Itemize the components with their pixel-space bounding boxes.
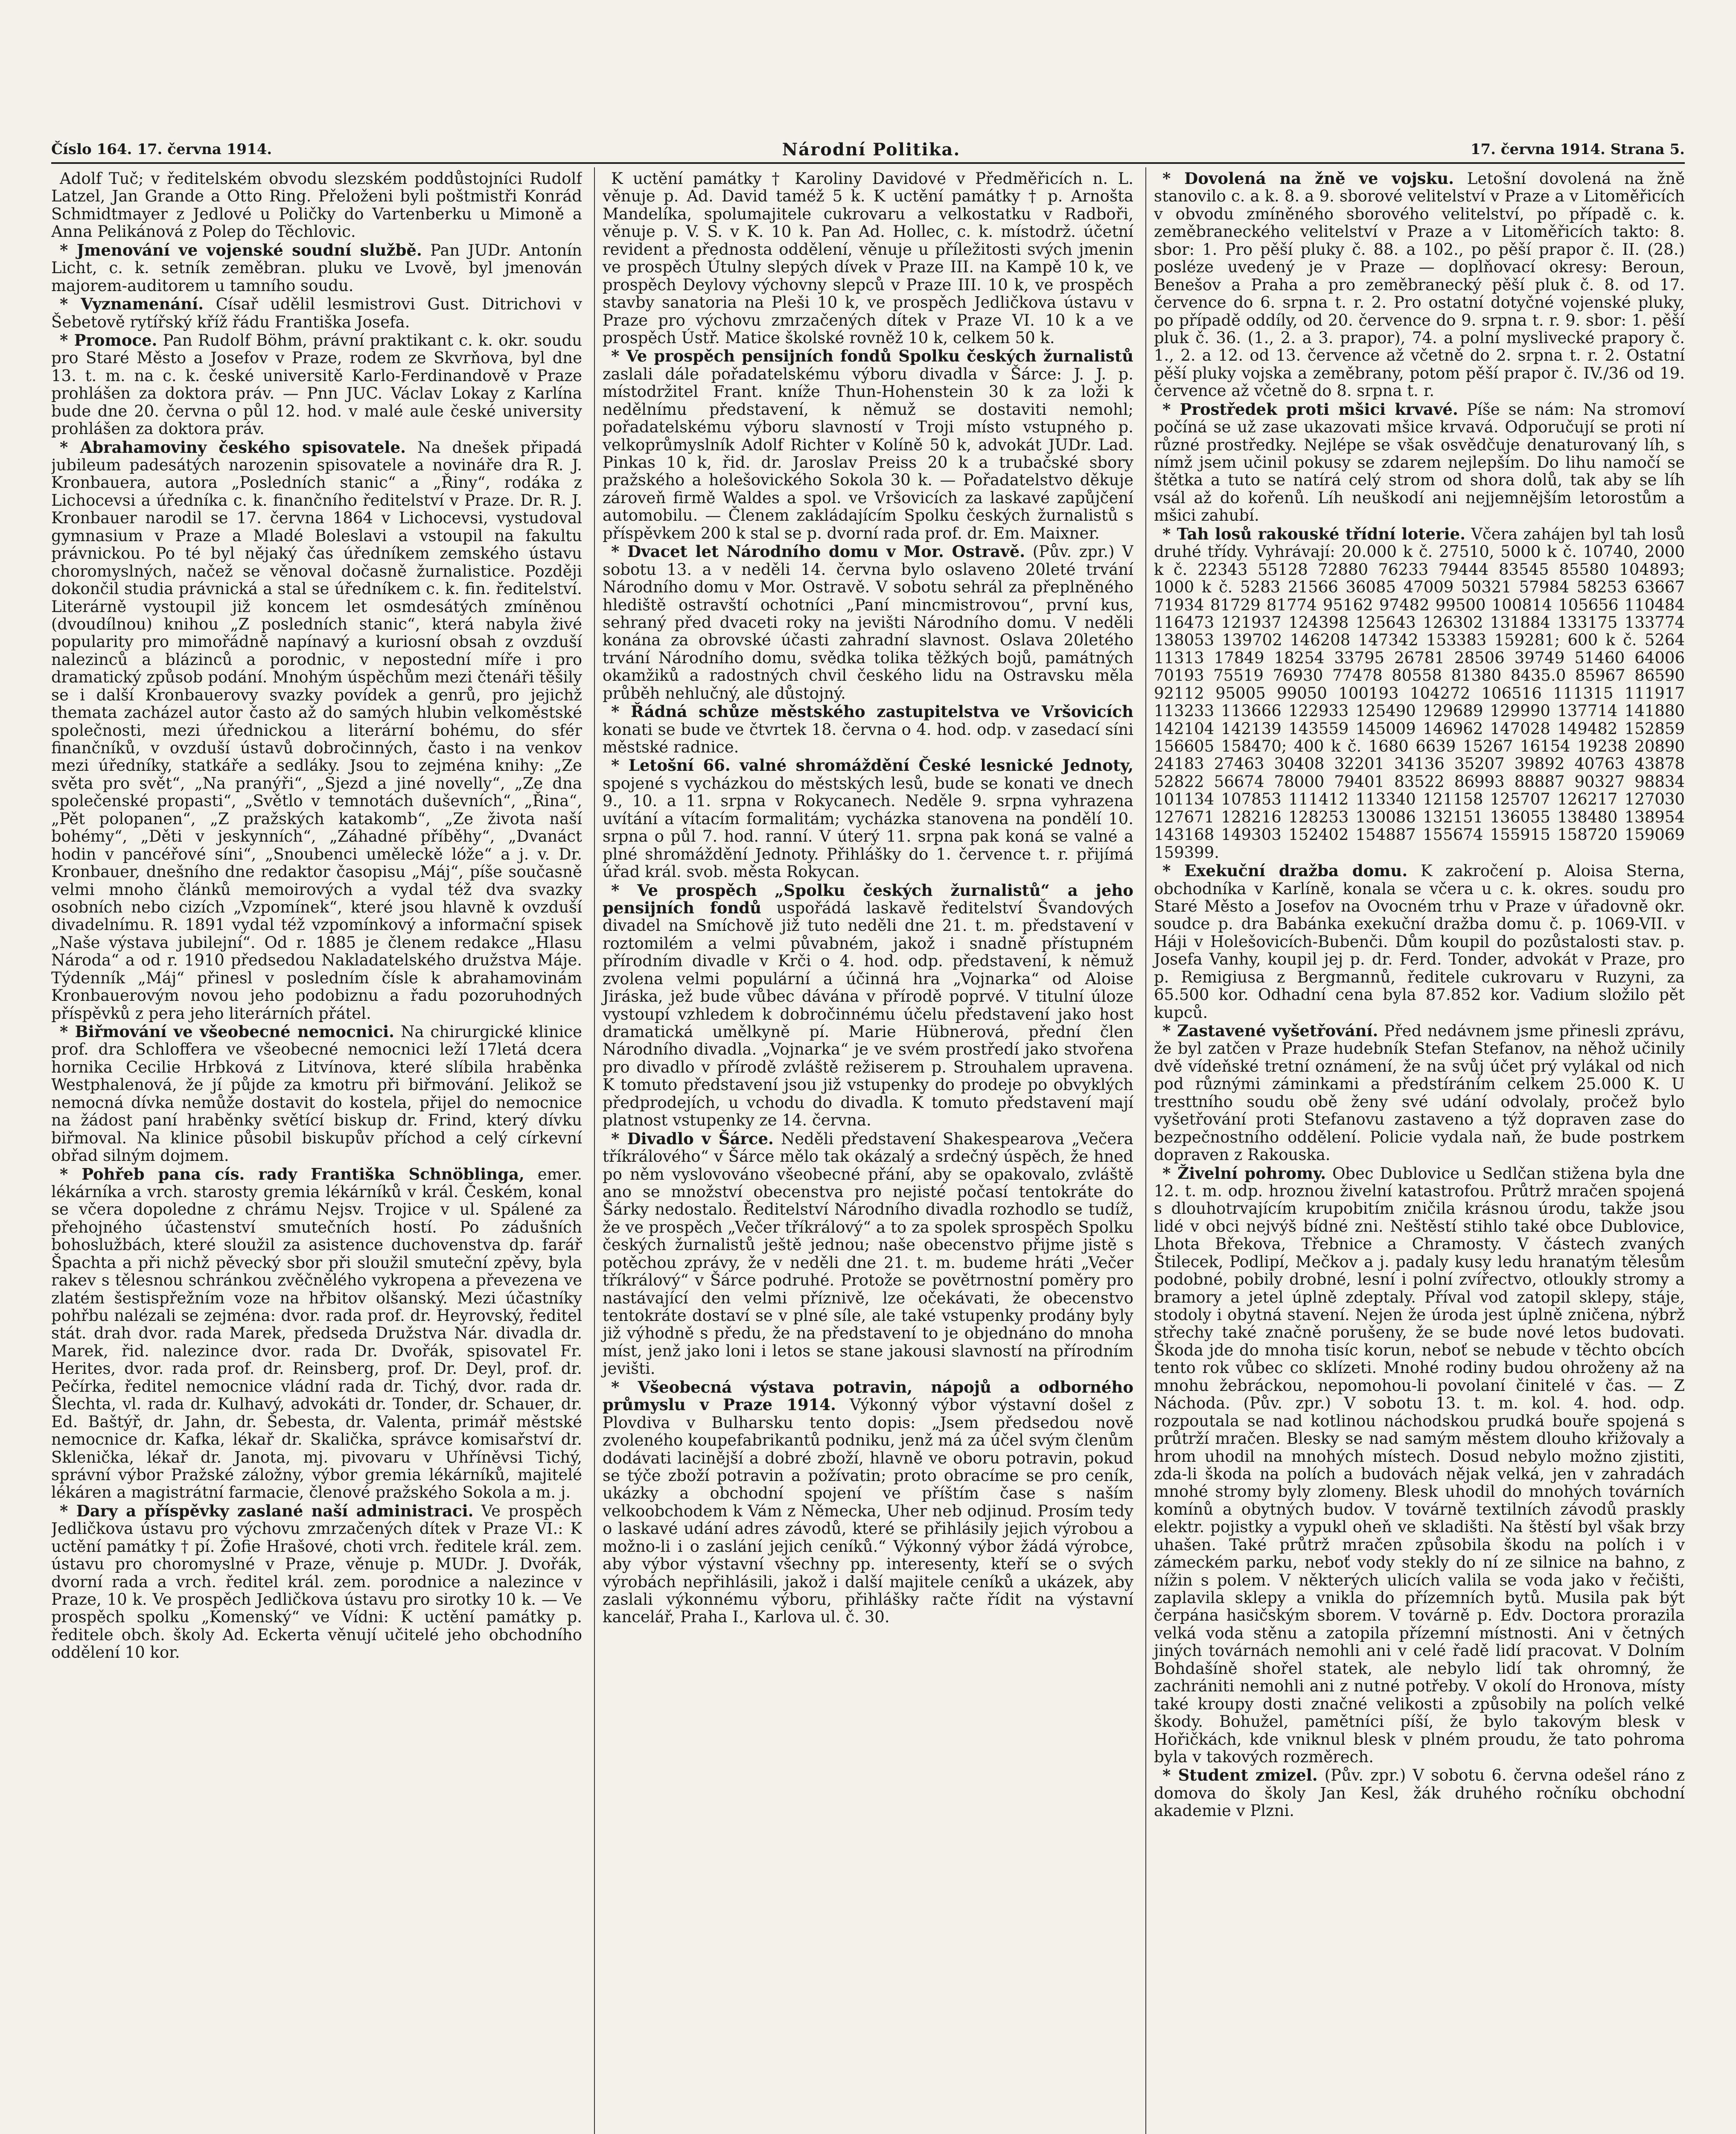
article-heading: * Promoce. xyxy=(60,330,157,350)
article-heading: * Všeobecná výstava potravin, nápojů a odborného průmyslu v Praze 1914. xyxy=(603,1377,1133,1414)
article-text: uspořádá laskavě ředitelství Švandových divadel na Smíchově již tuto neděli dne 21. t. m. představení v roztomilém a velmi půvabném, jakož i snadně přístupném přírodním divadle v Krči o 4. hod. odp. představení, k němuž zvolena velmi populární a účinná hra „Vojnarka“ od Aloise Jiráska, jež bude vůbec dávána v přírodě poprvé. V titulní úloze vystoupí vzhledem k dobročinnému účelu představení jako host dramatická umělkyně pí. Marie Hübnerová, přední člen Národního divadla. „Vojnarka“ je ve svém prostředí jako stvořena pro divadlo v přírodě zvláště režiserem p. Strouhalem upravena. K tomuto představení jsou již vstupenky do prodeje po obvyklých předprodejích, u vchodu do divadla. K tomuto představení mají platnost vstupenky ze 14. června. xyxy=(603,898,1133,1130)
column-2 xyxy=(594,167,1133,2134)
article-text: Výkonný výbor výstavní došel z Plovdiva v Bulharsku tento dopis: „Jsem předsedou nově zvoleného koupefabrikantů podniku, jenž má za účel svým členům dodávati lacinější a dobré zboží, hlavně ve oboru potravin, pokud se týče zboží potravin a požívatin; proto obracíme se pro ceník, ukázky a obchodní spojení ve příštím čase s naším velkoobchodem k Vám z Německa, Uher neb odjinud. Prosím tedy o laskavé udání adres závodů, které se přihlásily jejich výrobou a možno-li i o zaslání jejich ceníků.“ Výkonný výbor žádá výrobce, aby výbor výstavní všechny pp. interesenty, kteří se o svých výrobách nepřihlásili, jakož i další majitele ceníků a ukázek, aby zaslali výkonnému výboru, přihlášky račte řídit na výstavní kancelář, Praha I., Karlova ul. č. 30. xyxy=(603,1396,1133,1627)
article-text: spojené s vycházkou do městských lesů, bude se konati ve dnech 9., 10. a 11. srpna v Rokycanech. Neděle 9. srpna vyhrazena uvítání a vítacím formalitám; vycházka stanovena na pondělí 10. srpna o půl 7. hod. ranní. V úterý 11. srpna pak koná se valné a plné shromáždění Jednoty. Přihlášky do 1. července t. r. přijímá úřad král. svob. města Rokycan. xyxy=(603,774,1133,881)
article-heading: * Ve prospěch „Spolku českých žurnalistů“ a jeho pensijních fondů xyxy=(603,880,1133,917)
article-heading: * Pohřeb pana cís. rady Františka Schnöblinga, xyxy=(60,1164,524,1184)
article-paragraph xyxy=(1154,525,1685,861)
article-text: Na chirurgické klinice prof. dra Schloffera ve všeobecné nemocnici leží 17letá dcera hornika Cecilie Hrbková z Litvínova, které slíbila hraběnka Westphalenová, že jí půjde za kmotru při biřmování. Jelikož se nemocná dívka nemůže dostavit do kostela, přijel do nemocnice na žádost paní hraběnky světící biskup dr. Frind, který dívku biřmoval. Na klinice působil biskupův příchod a celý církevní obřad silným dojmem. xyxy=(51,1023,582,1165)
article-text: konati se bude ve čtvrtek 18. června o 4. hod. odp. v zasedací síni městské radnice. xyxy=(603,720,1133,756)
article-heading: * Dvacet let Národního domu v Mor. Ostravě. xyxy=(611,542,1025,561)
article-paragraph xyxy=(1154,862,1685,1021)
article-heading: * Letošní 66. valné shromáždění České lesnické Jednoty, xyxy=(611,756,1133,775)
article-text: Včera zahájen byl tah losů druhé třídy. Vyhrávají: 20.000 k č. 27510, 5000 k č. 10740, 2000 k č. 22343 55128 72880 76233 79444 83545 85580 104893; 1000 k č. 5283 21566 36085 47009 50321 57984 58253 63667 71934 81729 81774 95162 97482 99500 100814 105656 110484 116473 121937 124398 125643 126302 131884 133175 133774 138053 139702 146208 147342 153383 159281; 600 k č. 5264 11313 17849 18254 33795 26781 28506 39749 51460 64006 70193 75519 76930 77478 80558 81380 8435.0 85967 86590 92112 95005 99050 100193 104272 106516 111315 111917 113233 113666 122933 125490 129689 129990 137714 141880 142104 142139 143559 145009 146962 147028 149482 152859 156605 158470; 400 k č. 1680 6639 15267 16154 19238 20890 24183 27463 30408 32201 34136 35207 39892 40763 43878 52822 56674 78000 79401 83522 86993 88887 90327 98834 101134 107853 111412 113340 121158 125707 126217 127030 127671 128216 128253 130086 132151 136055 138480 138954 143168 149303 152402 154887 155674 155915 158720 159069 159399. xyxy=(1154,525,1685,862)
article-text: Ve prospěch Jedličkova ústavu pro výchovu zmrzačených dítek v Praze VI.: K uctění památky † pí. Žofie Hrašové, choti vrch. ředitele král. zem. ústavu pro choromyslné v Praze, věnuje p. MUDr. J. Dvořák, dvorní rada a vrch. ředitel král. zem. porodnice a nalezince v Praze, 10 k. Ve prospěch Jedličkova ústavu pro sirotky 10 k. — Ve prospěch spolku „Komenský“ ve Vídni: K uctění památky p. ředitele obch. školy Ad. Eckerta věnují učitelé jeho obchodního oddělení 10 kor. xyxy=(51,1501,582,1662)
article-text: K uctění památky † Karoliny Davidové v Předměřicích n. L. věnuje p. Ad. David taméž 5 k. K uctění památky † p. Arnošta Mandelíka, spolumajitele cukrovaru a velkostatku v Radboři, věnuje p. V. S. v K. 10 k. Pan Ad. Hollec, c. k. místodrž. účetní revident a přednosta oddělení, věnuje u příležitosti svých jmenin ve prospěch Útulny slepých dívek v Praze III. na Kampě 10 k, ve prospěch Deylovy výchovny slepců v Praze III. 10 k, ve prospěch stavby sanatoria na Pleši 10 k, ve prospěch Jedličkova ústavu v Praze pro výchovu zmrzačených dítek v Praze VI. 10 k a ve prospěch Ústř. Matice školské rovněž 10 k, celkem 50 k. xyxy=(603,169,1133,347)
article-heading: * Jmenování ve vojenské soudní službě. xyxy=(60,240,422,259)
column-3 xyxy=(1145,167,1685,2134)
date-page-info: 17. června 1914. Strana 5. xyxy=(1470,141,1685,158)
article-text: Na dnešek připadá jubileum padesátých narozenin spisovatele a novináře dra R. J. Kronbauera, autora „Posledních stanic“ a „Řiny“, rodáka z Lichocevsi a úředníka c. k. finančního ředitelství v Praze. Dr. R. J. Kronbauer narodil se 17. června 1864 v Lichocevsi, vystudoval gymnasium v Praze a Mladé Boleslavi a vstoupil na fakultu právnickou. Po té byl nějaký čas úředníkem zemského ústavu choromyslných, načež se věnoval dočasně žurnalistice. Později dokončil studia právnická a stal se úředníkem c. k. fin. ředitelství. Literárně vystoupil již koncem let osmdesátých zmíněnou (dvoudílnou) knihou „Z posledních stanic“, která nabyla živé popularity pro mimořádně napínavý a kuriosní obsah z ovzduší nalezinců a blázinců a porodnic, v nepostední míře i pro dramatický způsob podání. Mnohým úspěchům mezi čtenáři těšily se i další Kronbauerovy svazky povídek a genrů, pro jejichž themata zacházel autor často až do samých hlubin velkoměstské společnosti, mezi úřednickou a literární bohému, do sfér finančníků, v ovzduší ústavů dobročinných, často i na venkov mezi úředníky, statkáře a sedláky. Jsou to zejména knihy: „Ze světa pro svět“, „Na pranýři“, „Sjezd a jiné novelly“, „Ze dna společenské propasti“, „Světlo v temnotách duševních“, „Řina“, „Pět polopanen“, „Z pražských katakomb“, „Ze života naší bohémy“, „Děti v jeskynních“, „Záhadné příběhy“, „Dvanáct hodin v pancéřové síni“, „Snoubenci uměleckě lóže“ a j. v. Dr. Kronbauer, dnešního dne redaktor časopisu „Máj“, píše současně velmi mnoho článků memoirových a vydal též dva svazky osobních nebo cizích „Vzpomínek“, které jsou hlavně k ovzduší divadelnímu. R. 1891 vydal též vzpomínkový a informační spisek „Naše výstava jubilejní“. Od r. 1885 je členem redakce „Hlasu Národa“ a od r. 1910 předsedou Nakladatelského družstva Máje. Týdenník „Máj“ přinesl v posledním čísle k abrahamovinám Kronbauerovým novou jeho podobiznu a řadu pozoruhodných příspěvků z pera jeho literárních přátel. xyxy=(51,438,582,1023)
article-heading: * Abrahamoviny českého spisovatele. xyxy=(60,437,406,457)
article-heading: * Dary a příspěvky zaslané naší administraci. xyxy=(60,1501,474,1520)
article-paragraph xyxy=(51,295,582,331)
article-paragraph xyxy=(51,332,582,438)
article-text: Obec Dublovice u Sedlčan stižena byla dne 12. t. m. odp. hroznou živelní katastrofou. Průtrž mračen spojená s dlouhotrvajícím krupobitím zničila krásnou úrodu, takže jsou lidé v obci nejvýš bídné zni. Neštěstí stihlo také obce Dublovice, Lhota Břekova, Třebnice a Chramosty. V částech zvaných Štilecek, Podlipí, Mečkov a j. padaly kusy ledu hranatým tělesům podobné, pobily drobné, lesní i polní zvířectvo, otloukly stromy a bramory a jetel úplně zdeptaly. Příval vod zatopil sklepy, stáje, stodoly i obytná stavení. Nejen že úroda jest úplně zničena, nýbrž střechy také značně porušeny, že se bude nové letos budovati. Škoda jde do mnoha tisíc korun, neboť se nebude v těchto obcích tento rok vůbec co sklízeti. Mnohé rodiny budou ohroženy až na mnohu žebráckou, nepomohou-li povolaní činitelé v čas. — Z Náchoda. (Pův. zpr.) V sobotu 13. t. m. kol. 4. hod. odp. rozpoutala se nad kotlinou náchodskou prudká bouře spojená s průtrží mračen. Blesky se nad samým městem dlouho křižovaly a hrom uhodil na mnohých místech. Dosud nebylo možno zjistiti, zda-li škoda na polích a budovách nějak velká, jen v zahradách mnohé stromy byly zlomeny. Blesk uhodil do mnohých továrních komínů a obytných budov. V továrně textilních závodů praskly elektr. pojistky a vypukl oheň ve skladišti. Na štěstí byl však brzy uhašen. Také průtrž mračen způsobila škodu na polích i v zámeckém parku, neboť vody stekly do ní ze silnice na bahno, z nížin s polem. V některých ulicích valila se voda jako v řečišti, zaplavila sklepy a vnikla do přízemních bytů. Musila pak být čerpána hasičským sborem. V továrně p. Edv. Doctora prorazila velká voda stěnu a zatopila přízemní místnosti. Ani v četných jiných továrnách nemohli ani v celé řadě lidí pracovat. V Dolním Bohdašíně shořel statek, ale nebylo lidí tak ohromný, že zachrániti nemohli ani z nutné potřeby. V okolí do Hronova, místy také kroupy dosti značné velikosti a způsobily na polích velké škody. Bohužel, pamětníci píší, že bylo takovým blesk v Hořičkách, kde vniknul blesk v plném proudu, že tato pohroma byla v takových rozměrech. xyxy=(1154,1164,1685,1766)
newspaper-title: Národní Politika. xyxy=(782,139,961,160)
article-heading: * Biřmování ve všeobecné nemocnici. xyxy=(60,1022,395,1041)
article-heading: * Vyznamenání. xyxy=(60,294,204,314)
columns xyxy=(51,167,1685,2134)
article-text: K zakročení p. Aloisa Sterna, obchodníka v Karlíně, konala se včera u c. k. okres. soudu pro Staré Město a Josefov na Ovocném trhu v Praze v úřadovně okr. soudce p. dra Babánka exekuční dražba domu č. p. 1069-VII. v Háji v Holešovicích-Bubenči. Dům koupil do pozůstalosti stav. p. Josefa Vanhy, koupil jej p. dr. Ferd. Tonder, advokát v Praze, pro p. Remigiusa z Bergmannů, ředitele cukrovaru v Ruzyni, za 65.500 kor. Odhadní cena byla 87.852 kor. Vadium složilo pět kupců. xyxy=(1154,862,1685,1022)
article-heading: * Zastavené vyšetřování. xyxy=(1162,1021,1378,1040)
article-paragraph xyxy=(603,1130,1133,1378)
article-paragraph xyxy=(51,170,582,241)
article-paragraph xyxy=(1154,1767,1685,1819)
article-heading: * Živelní pohromy. xyxy=(1162,1163,1326,1183)
article-paragraph xyxy=(51,1502,582,1662)
article-heading: * Řádná schůze městského zastupitelstva ve Vršovicích xyxy=(611,702,1133,721)
article-paragraph xyxy=(1154,170,1685,400)
column-1 xyxy=(51,167,582,2134)
article-text: Neděli představení Shakespearova „Večera tříkrálového“ v Šárce mělo tak okázalý a srdečný úspěch, že hned po něm vyslovováno všeobecné přání, aby se opakovalo, zvláště ano se množství obecenstva pro nejisté počasí tentokráte do Šárky nedostalo. Ředitelství Národního divadla rozhodlo se tudíž, že ve prospěch „Večer tříkrálový“ a to za spolek sprospěch Spolku českých žurnalistů ještě jednou; naše obecenstvo přijme jistě s potěchou zprávy, že v neděli dne 21. t. m. budeme hráti „Večer tříkrálový“ v Šárce podruhé. Protože se povětrnostní poměry pro nastávající den velmi příznivě, lze očekávati, že obecenstvo tentokráte dostaví se v plné síle, ale také vstupenky prodány byly již výhodně s předu, že na představení to je objednáno do mnoha míst, jenž jako loni i letos se stane jakousi slavností na přírodním jevišti. xyxy=(603,1129,1133,1378)
article-heading: * Tah losů rakouské třídní loterie. xyxy=(1162,524,1465,543)
article-paragraph xyxy=(603,170,1133,347)
article-heading: * Ve prospěch pensijních fondů Spolku českých žurnalistů xyxy=(611,347,1133,366)
article-text: zaslali dále pořadatelskému výboru divadla v Šárce: J. J. p. místodržitel Frant. kníže Thun-Hohenstein 30 k za loži k nedělnímu představení, k němuž se dostaviti nemohl; pořadatelskému výboru slavností v Troji místo vstupného p. velkoprůmyslník Adolf Richter v Kolíně 50 k, advokát JUDr. Lad. Pinkas 10 k, řid. dr. Jaroslav Preiss 20 k a trubačské sbory pražského a holešovického Sokola 30 k. — Pořadatelstvo děkuje zároveň firmě Waldes a spol. ve Vršovicích za laskavé zapůjčení automobilu. — Členem zakládajícím Spolku českých žurnalistů s příspěvkem 200 k stal se p. dvorní rada prof. dr. Em. Maixner. xyxy=(603,364,1133,542)
article-heading: * Exekuční dražba domu. xyxy=(1162,861,1408,880)
article-heading: * Dovolená na žně ve vojsku. xyxy=(1162,169,1454,188)
article-text: emer. lékárníka a vrch. starosty gremia lékárníků v král. Českém, konal se včera dopoledne z chrámu Nejsv. Trojice v ul. Spálené za přehojného účastenství smutečních hostí. Po zádušních bohoslužbách, které sloužil za asistence duchovenstva dp. farář Špachta a při nichž pěvecký sbor při sloužil smuteční zpěvy, byla rakev s tělesnou schránkou zvěčnělého vykropena a převezena ve zlatém šestispřežním voze na hřbitov olšanský. Mezi účastníky pohřbu nalézali se zejména: dvor. rada prof. dr. Heyrovský, ředitel stát. drah dvor. rada Marek, předseda Družstva Nár. divadla dr. Marek, řid. nalezince dvor. rada Dr. Dvořák, spisovatel Fr. Herites, dvor. rada prof. dr. Reinsberg, prof. Dr. Deyl, prof. dr. Pečírka, ředitel nemocnice vládní rada dr. Tichý, dvor. rada dr. Šlechta, vl. rada dr. Kulhavý, advokáti dr. Tonder, dr. Schauer, dr. Ed. Baštýř, dr. Jahn, dr. Šebesta, dr. Valenta, primář městské nemocnice dr. Kafka, lékař dr. Skalička, správce komisařství dr. Sklenička, lékař dr. Janota, mj. pivovaru v Uhříněvsi Tichý, správní výbor Pražské záložny, výbor gremia lékárníků, majitelé lékáren a magistrátní farmacie, členové pražského Sokola a m. j. xyxy=(51,1165,582,1502)
article-paragraph xyxy=(51,439,582,1022)
article-paragraph xyxy=(51,1023,582,1165)
article-text: Pan JUDr. Antonín Licht, c. k. setník zeměbran. pluku ve Lvově, byl jmenován majorem-auditorem u tamního soudu. xyxy=(51,241,582,295)
article-paragraph xyxy=(51,242,582,294)
article-heading: * Divadlo v Šárce. xyxy=(611,1129,774,1148)
article-heading: * Student zmizel. xyxy=(1162,1766,1318,1785)
article-text: Píše se nám: Na stromoví počíná se už zase ukazovati mšice krvavá. Odporučují se proti ní různé prostředky. Nejlépe se však osvědčuje denaturovaný líh, s nímž jsem učinil pokusy se zdarem nejlepším. Do lihu namočí se štětka a tuto se natírá celý strom od shora dolů, tak aby se líh vsál až do kořenů. Líh neuškodí ani nejjemnějším letorostům a mšici zahubí. xyxy=(1154,400,1685,525)
article-text: Adolf Tuč; v ředitelském obvodu slezském poddůstojníci Rudolf Latzel, Jan Grande a Otto Ring. Přeloženi byli poštmistři Konrád Schmidtmayer z Jedlové u Poličky do Vartenberku u Mimoně a Anna Pelikánová z Polep do Těchlovic. xyxy=(51,169,582,241)
article-text: Císař udělil lesmistrovi Gust. Ditrichovi v Šebetově rytířský kříž řádu Františka Josefa. xyxy=(51,295,582,331)
article-paragraph xyxy=(51,1166,582,1501)
article-text: Letošní dovolená na žně stanovilo c. a k. 8. a 9. sborové velitelství v Praze a v Litoměřicích v obvodu zmíněného sborového velitelství, po případě c. k. zeměbraneckého velitelství v Praze a v Litoměřicích takto: 8. sbor: 1. Pro pěší pluky č. 88. a 102., po pěší prapor č. II. (28.) posléze uvedený je v Praze — doplňovací okresy: Beroun, Benešov a Praha a pro zeměbranecký pěší pluk č. 8. od 17. července do 6. srpna t. r. 2. Pro ostatní dotyčné vojenské pluky, po případě oddíly, od 20. července do 9. srpna t. r. 9. sbor: 1. pěší pluk č. 36. (1., 2. a 3. prapor), 74. a polní myslivecké prapory č. 1., 2. a 12. od 13. července až včetně do 2. srpna t. r. 2. Ostatní pěší pluky vojska a zeměbrany, potom pěší prapor č. IV./36 od 19. července až včetně do 8. srpna t. r. xyxy=(1154,169,1685,400)
article-paragraph xyxy=(603,703,1133,756)
article-heading: * Prostředek proti mšici krvavé. xyxy=(1162,399,1458,419)
page-header xyxy=(51,137,1685,164)
article-text: (Pův. zpr.) V sobotu 6. června odešel ráno z domova do školy Jan Kesl, žák druhého ročníku obchodní akademie v Plzni. xyxy=(1154,1766,1685,1820)
article-paragraph xyxy=(603,347,1133,542)
issue-info: Číslo 164. 17. června 1914. xyxy=(51,141,272,158)
article-paragraph xyxy=(603,757,1133,880)
article-paragraph xyxy=(1154,1165,1685,1766)
article-paragraph xyxy=(603,543,1133,702)
article-paragraph xyxy=(603,1379,1133,1626)
article-text: Pan Rudolf Böhm, právní praktikant c. k. okr. soudu pro Staré Město a Josefov v Praze, rodem ze Skvrňova, byl dne 13. t. m. na c. k. české universitě Karlo-Ferdinandově v Praze prohlášen za doktora práv. — Pnn JUC. Václav Lokay z Karlína bude dne 20. června o půl 12. hod. v malé aule české university prohlášen za doktora práv. xyxy=(51,331,582,438)
article-text: (Pův. zpr.) V sobotu 13. a v neděli 14. června bylo oslaveno 20leté trvání Národního domu v Mor. Ostravě. V sobotu sehrál za přeplněného hlediště ostravští ochotníci „Paní mincmistrovou“, první kus, sehraný před dvaceti roky na jevišti Národního domu. V neděli konána za obrovské účasti zahradní slavnost. Oslava 20letého trvání Národního domu, svědka tolika těžkých bojů, památných okamžiků a radostných chvil českého lidu na Ostravsku měla průběh nehlučný, ale důstojný. xyxy=(603,542,1133,703)
article-paragraph xyxy=(1154,401,1685,525)
article-paragraph xyxy=(603,882,1133,1129)
article-text: Před nedávnem jsme přinesli zprávu, že byl zatčen v Praze hudebník Stefan Stefanov, na něhož učinily dvě vídeňské tretní oznámení, že na svůj účet prý vylákal od nich pod různými záminkami a předstíráním celkem 25.000 K. U tresttního soudu obě ženy své udání odvolaly, pročež bylo vyšetřování proti Stefanovu zastaveno a týž dopraven zase do bezpečnostního oddělení. Policie vydala naň, že bude postrkem dopraven z Rakouska. xyxy=(1154,1022,1685,1164)
article-paragraph xyxy=(1154,1022,1685,1164)
